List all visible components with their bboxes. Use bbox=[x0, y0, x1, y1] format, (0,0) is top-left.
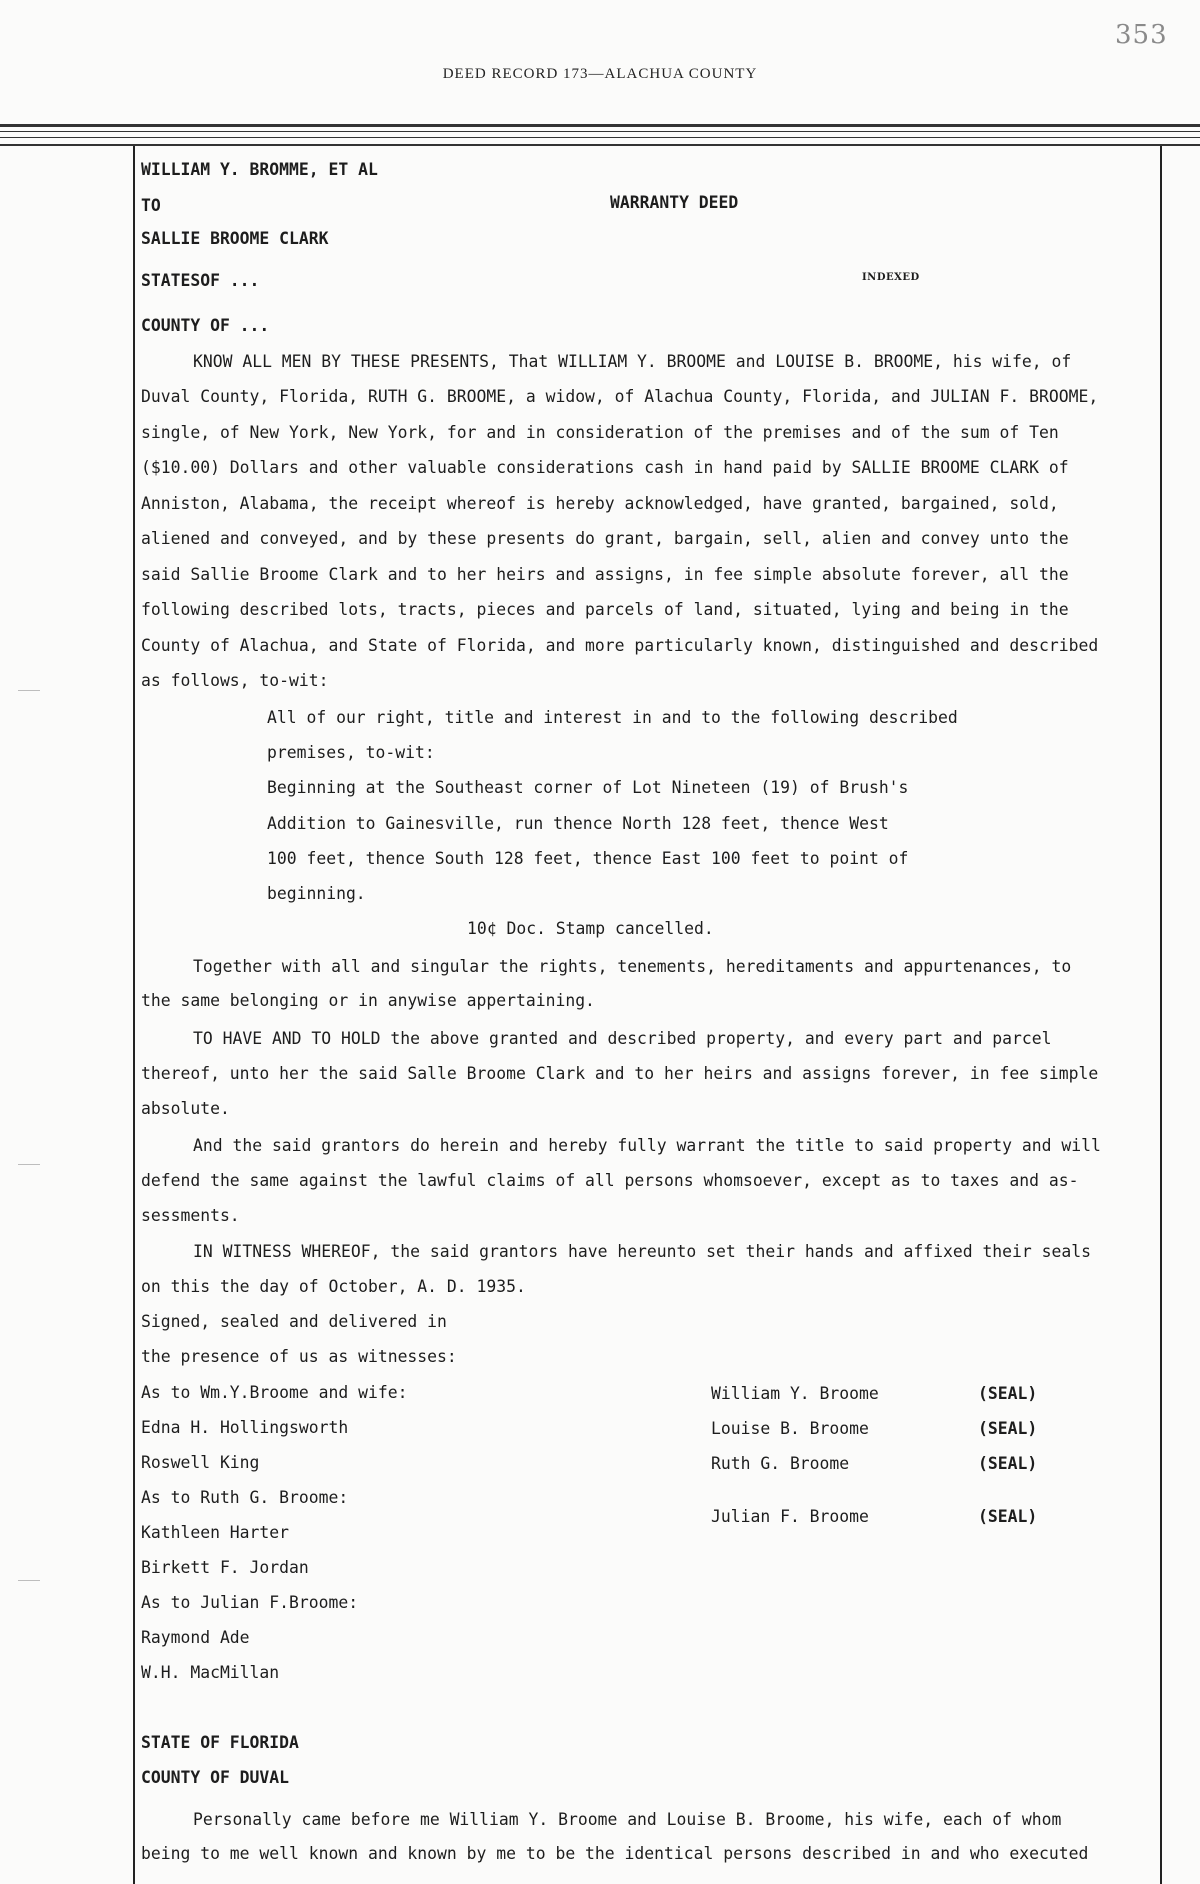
description-line: Beginning at the Southeast corner of Lot Nineteen (19) of Brush's bbox=[267, 778, 909, 797]
frame-right-border bbox=[1160, 146, 1162, 1884]
margin-mark bbox=[18, 1580, 40, 1581]
body-line: Anniston, Alabama, the receipt whereof is hereby acknowledged, have granted, bargained, sold, bbox=[141, 494, 1059, 513]
margin-mark bbox=[18, 690, 40, 691]
body-line: KNOW ALL MEN BY THESE PRESENTS, That WILLIAM Y. BROOME and LOUISE B. BROOME, his wife, of bbox=[193, 352, 1072, 371]
description-line: All of our right, title and interest in and to the following described bbox=[267, 708, 958, 727]
county-of-line: COUNTY OF ... bbox=[141, 316, 270, 335]
description-line: 100 feet, thence South 128 feet, thence East 100 feet to point of bbox=[267, 849, 909, 868]
header-rule-thin-2 bbox=[0, 137, 1200, 138]
body-line: aliened and conveyed, and by these presents do grant, bargain, sell, alien and convey unto the bbox=[141, 529, 1069, 548]
seal-mark: (SEAL) bbox=[978, 1384, 1038, 1403]
seal-mark: (SEAL) bbox=[978, 1507, 1038, 1526]
ack-county: COUNTY OF DUVAL bbox=[141, 1768, 290, 1787]
header-rule-bottom bbox=[0, 144, 1200, 146]
habendum-line: TO HAVE AND TO HOLD the above granted and described property, and every part and parcel bbox=[193, 1029, 1052, 1048]
page-number: 353 bbox=[1115, 20, 1168, 50]
warranty-line: defend the same against the lawful claims of all persons whomsoever, except as to taxes and as- bbox=[141, 1171, 1079, 1190]
witness-name: Kathleen Harter bbox=[141, 1523, 290, 1542]
body-line: following described lots, tracts, pieces and parcels of land, situated, lying and being in the bbox=[141, 600, 1069, 619]
description-line: Addition to Gainesville, run thence North 128 feet, thence West bbox=[267, 814, 889, 833]
body-line: ($10.00) Dollars and other valuable considerations cash in hand paid by SALLIE BROOME CLARK of bbox=[141, 458, 1069, 477]
together-line: the same belonging or in anywise appertaining. bbox=[141, 991, 595, 1010]
ack-state: STATE OF FLORIDA bbox=[141, 1733, 299, 1752]
grantee-line: SALLIE BROOME CLARK bbox=[141, 229, 329, 248]
state-of-line: STATESOF ... bbox=[141, 271, 260, 290]
document-type: WARRANTY DEED bbox=[610, 193, 739, 212]
ack-line: Personally came before me William Y. Broome and Louise B. Broome, his wife, each of whom bbox=[193, 1810, 1062, 1829]
signatory-name: William Y. Broome bbox=[711, 1384, 879, 1403]
margin-mark bbox=[18, 1164, 40, 1165]
signatory-name: Julian F. Broome bbox=[711, 1507, 869, 1526]
header-rule-thin bbox=[0, 131, 1200, 132]
seal-mark: (SEAL) bbox=[978, 1419, 1038, 1438]
record-header: DEED RECORD 173—ALACHUA COUNTY bbox=[442, 66, 758, 82]
body-line: Duval County, Florida, RUTH G. BROOME, a widow, of Alachua County, Florida, and JULIAN F. BROOME, bbox=[141, 387, 1099, 406]
header-rule-thick bbox=[0, 124, 1200, 127]
habendum-line: thereof, unto her the said Salle Broome Clark and to her heirs and assigns forever, in fee simple bbox=[141, 1064, 1099, 1083]
description-line: premises, to-wit: bbox=[267, 743, 435, 762]
signatory-name: Ruth G. Broome bbox=[711, 1454, 850, 1473]
witness-heading: As to Julian F.Broome: bbox=[141, 1593, 359, 1612]
stamp-note: 10¢ Doc. Stamp cancelled. bbox=[467, 919, 714, 938]
signed-line: the presence of us as witnesses: bbox=[141, 1347, 457, 1366]
witness-clause-line: on this the day of October, A. D. 1935. bbox=[141, 1277, 526, 1296]
witness-heading: As to Wm.Y.Broome and wife: bbox=[141, 1383, 408, 1402]
body-line: County of Alachua, and State of Florida, and more particularly known, distinguished and described bbox=[141, 636, 1099, 655]
witness-name: Edna H. Hollingsworth bbox=[141, 1418, 349, 1437]
witness-name: Birkett F. Jordan bbox=[141, 1558, 309, 1577]
ack-line: being to me well known and known by me to be the identical persons described in and who executed bbox=[141, 1844, 1089, 1863]
grantor-line: WILLIAM Y. BROMME, ET AL bbox=[141, 160, 378, 179]
warranty-line: sessments. bbox=[141, 1206, 240, 1225]
witness-heading: As to Ruth G. Broome: bbox=[141, 1488, 349, 1507]
witness-name: W.H. MacMillan bbox=[141, 1663, 280, 1682]
body-line: said Sallie Broome Clark and to her heirs and assigns, in fee simple absolute forever, all the bbox=[141, 565, 1069, 584]
frame-left-border bbox=[133, 146, 135, 1884]
seal-mark: (SEAL) bbox=[978, 1454, 1038, 1473]
witness-clause-line: IN WITNESS WHEREOF, the said grantors have hereunto set their hands and affixed their seals bbox=[193, 1242, 1091, 1261]
description-line: beginning. bbox=[267, 884, 366, 903]
body-line: single, of New York, New York, for and in consideration of the premises and of the sum of Ten bbox=[141, 423, 1059, 442]
habendum-line: absolute. bbox=[141, 1099, 230, 1118]
witness-name: Roswell King bbox=[141, 1453, 260, 1472]
body-line: as follows, to-wit: bbox=[141, 671, 329, 690]
to-line: TO bbox=[141, 196, 161, 215]
signed-line: Signed, sealed and delivered in bbox=[141, 1312, 447, 1331]
indexed-stamp: INDEXED bbox=[862, 272, 920, 283]
witness-name: Raymond Ade bbox=[141, 1628, 250, 1647]
signatory-name: Louise B. Broome bbox=[711, 1419, 869, 1438]
warranty-line: And the said grantors do herein and hereby fully warrant the title to said property and will bbox=[193, 1136, 1101, 1155]
together-line: Together with all and singular the rights, tenements, hereditaments and appurtenances, to bbox=[193, 957, 1072, 976]
